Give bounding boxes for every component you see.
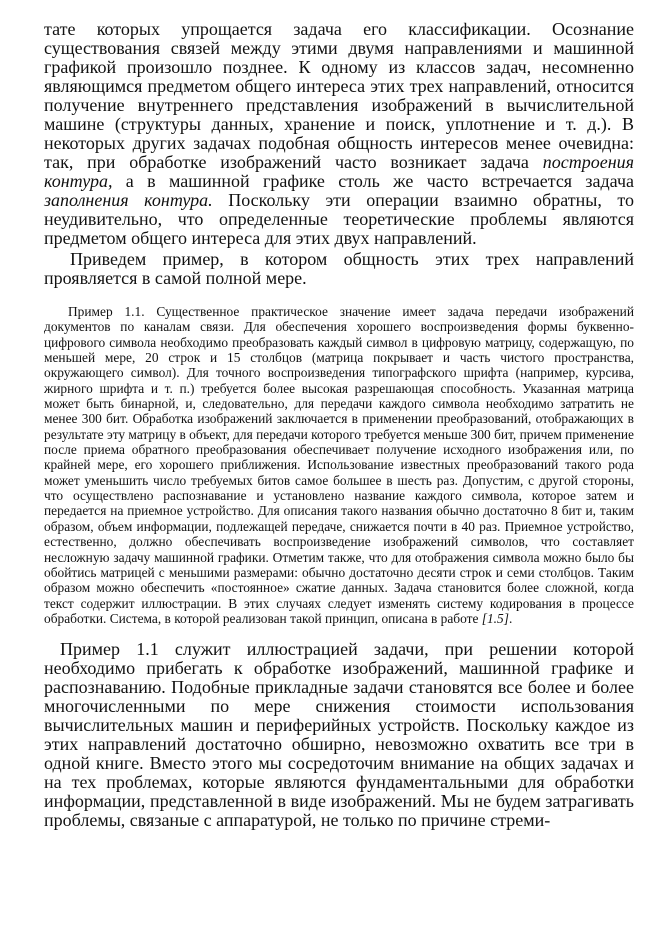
paragraph-intro-part3: Поскольку эти операции взаимно обратны, то неудивительно, что определенные теоретические проблемы являются предметом общего интереса для этих двух направлений. <box>44 190 635 248</box>
paragraph-intro-part1: тате которых упрощается задача его классификации. Осознание существования связей между этими двумя направлениями и машинной графикой произошло позднее. К одному из классов задач, несомненно являющимся предметом общего интереса этих трех направлений, относится получение внутреннего представления изображений в вычислительной машине (структуры данных, хранение и поиск, уплотнение и т. д.). В некоторых других задачах подобная общность интересов менее очевидна: так, при обработке изображений часто возникает задача <box>44 19 634 172</box>
paragraph-intro <box>44 20 634 248</box>
example-1-1-text: Пример 1.1. Существенное практическое значение имеет задача передачи изображений документов по каналам связи. Для обеспечения хорошего воспроизведения формы буквенно-цифрового символа необходимо преобразовать каждый символ в цифровую матрицу, содержащую, по меньшей мере, 20 строк и 15 столбцов (матрица покрывает и часть чистого пространства, окружающего символ). Для точного воспроизведения типографского шрифта (например, курсива, жирного шрифта и т. п.) требуется более высокая разрешающая способность. Указанная матрица может быть бинарной, и, следовательно, для передачи каждого символа необходимо затратить не менее 300 бит. Обработка изображений заключается в применении преобразований, отображающих в результате эту матрицу в объект, для передачи которого требуется меньше 300 бит, причем применение после приема обратного преобразования обеспечивает получение исходного изображения или, по крайней мере, его хорошего приближения. Использование известных преобразований такого рода может уменьшить число требуемых битов самое большее в шесть раз. Допустим, с другой стороны, что осуществлено распознавание и установлено название каждого символа, которое затем и передается на приемное устройство. Для описания такого названия обычно достаточно 8 бит и, таким образом, объем информации, подлежащей передаче, снижается почти в 40 раз. Приемное устройство, естественно, должно обеспечивать воспроизведение изображений символов, что составляет несложную задачу машинной графики. Отметим также, что для отображения символа можно было бы обойтись матрицей с меньшими размерами: обычно достаточно десяти строк и семи столбцов. Таким образом можно обеспечить «постоянное» сжатие данных. Задача становится более сложной, когда текст содержит иллюстрации. В этих случаях следует изменять систему кодирования в процессе обработки. Система, в которой реализован такой принцип, описана в работе <box>44 304 634 626</box>
paragraph-example-lead: Приведем пример, в котором общность этих трех направлений проявляется в самой полной мере. <box>44 249 634 288</box>
paragraph-intro-part2: а в машинной графике столь же часто встречается задача <box>112 171 634 191</box>
example-1-1-block <box>44 304 634 626</box>
emphasis-contour-filling: заполнения контура. <box>44 190 213 210</box>
paragraph-conclusion: Пример 1.1 служит иллюстрацией задачи, при решении которой необходимо прибегать к обработке изображений, машинной графике и распознаванию. Подобные прикладные задачи становятся все более и более многочисленными по мере снижения стоимости использования вычислительных машин и периферийных устройств. Поскольку каждое из этих направлений достаточно обширно, невозможно охватить все три в одной книге. Вместо этого мы сосредоточим внимание на общих задачах и на тех проблемах, которые являются фундаментальными для обработки информации, представленной в виде изображений. Мы не будем затрагивать проблемы, связаные с аппаратурой, не только по причине стреми- <box>44 639 634 831</box>
example-1-1-end: . <box>508 610 513 626</box>
emphasis-contour-construction: построения контура, <box>44 152 634 191</box>
reference-citation: [1.5] <box>481 610 509 626</box>
document-page <box>44 20 634 830</box>
